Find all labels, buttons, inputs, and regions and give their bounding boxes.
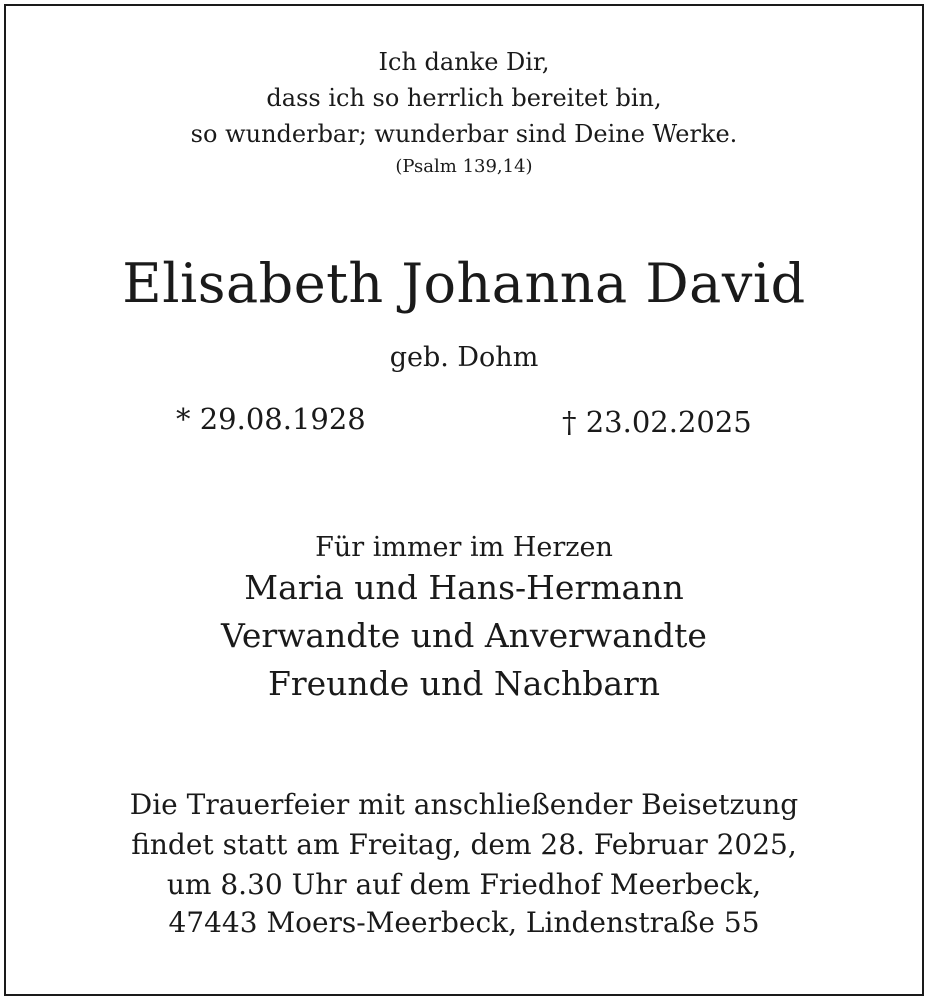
mourners-intro: Für immer im Herzen — [315, 532, 613, 563]
death-date: † 23.02.2025 — [562, 405, 752, 439]
mourner-line-3: Freunde und Nachbarn — [267, 664, 661, 703]
service-line-3: um 8.30 Uhr auf dem Friedhof Meerbeck, — [166, 868, 762, 901]
verse-line-3: so wunderbar; wunderbar sind Deine Werke. — [190, 120, 738, 148]
mourner-line-1: Maria und Hans-Hermann — [244, 568, 684, 607]
verse-line-1: Ich danke Dir, — [378, 48, 550, 76]
verse-line-2: dass ich so herrlich bereitet bin, — [266, 84, 662, 112]
service-line-1: Die Trauerfeier mit anschließender Beisetzung — [129, 788, 799, 821]
deceased-name: Elisabeth Johanna David — [122, 252, 806, 315]
verse-reference: (Psalm 139,14) — [395, 156, 533, 177]
birth-date: * 29.08.1928 — [176, 402, 366, 436]
service-line-4: 47443 Moers-Meerbeck, Lindenstraße 55 — [168, 906, 760, 939]
mourner-line-2: Verwandte und Anverwandte — [221, 616, 707, 655]
maiden-name: geb. Dohm — [389, 342, 539, 373]
service-line-2: findet statt am Freitag, dem 28. Februar 2025, — [131, 828, 797, 861]
